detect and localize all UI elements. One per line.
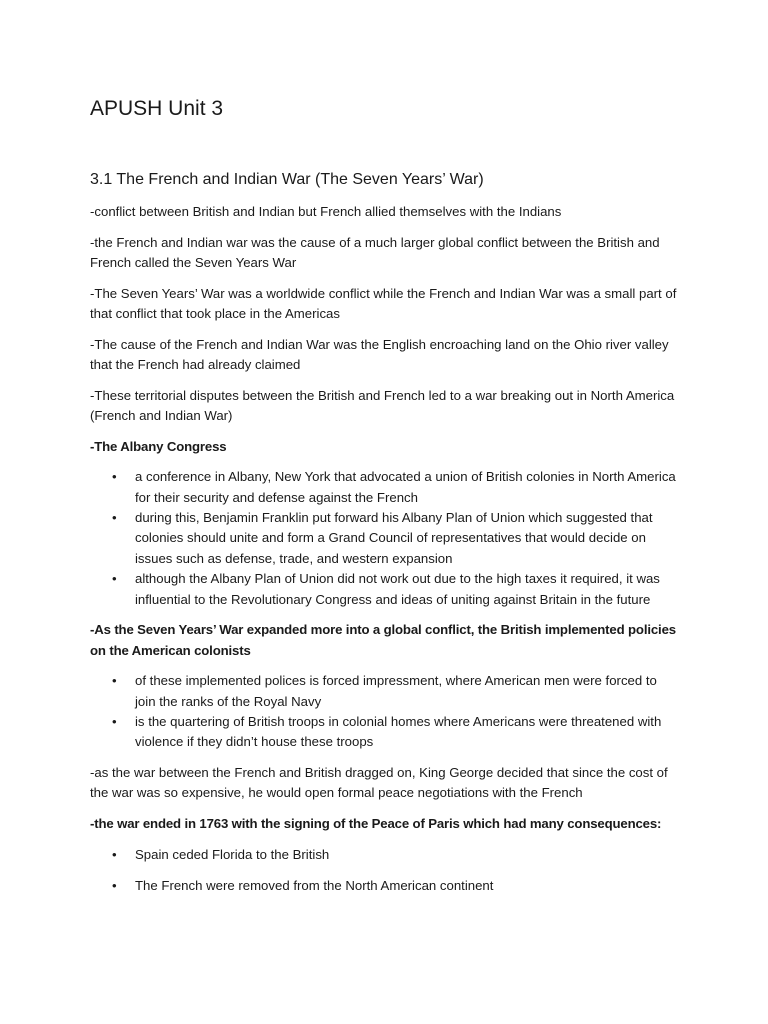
bullet-icon: • (112, 571, 117, 587)
bullet-icon: • (112, 877, 117, 893)
list-item-text: Spain ceded Florida to the British (135, 846, 330, 862)
document-title: APUSH Unit 3 (90, 97, 224, 120)
list-item-text: is the quartering of British troops in colonial homes where Americans were threatened with violence if they didn’t house these troops (135, 714, 662, 750)
list-item (90, 671, 680, 712)
paragraph: -conflict between British and Indian but French allied themselves with the Indians (90, 204, 562, 219)
list-item-text: during this, Benjamin Franklin put forward his Albany Plan of Union which suggested that colonies should unite and form a Grand Council of representatives that would decide on issues such as defense, trade, and western expansion (135, 510, 653, 566)
policies-heading: -As the Seven Years’ War expanded more into a global conflict, the British implemented policies on the American colonists (90, 622, 676, 658)
policies-bullet-list (90, 671, 680, 753)
list-item (90, 467, 680, 508)
albany-bullet-list (90, 467, 680, 610)
list-item (90, 508, 680, 569)
bullet-icon: • (112, 673, 117, 689)
list-item (90, 845, 680, 865)
albany-congress-heading: -The Albany Congress (90, 438, 227, 454)
bullet-icon: • (112, 469, 117, 485)
peace-of-paris-heading: -the war ended in 1763 with the signing of the Peace of Paris which had many consequences: (90, 816, 662, 832)
list-item-text: a conference in Albany, New York that advocated a union of British colonies in North America for their security and defense against the French (135, 469, 676, 505)
bullet-icon: • (112, 714, 117, 730)
list-item-text: although the Albany Plan of Union did not work out due to the high taxes it required, it was influential to the Revolutionary Congress and ideas of uniting against Britain in the future (135, 571, 660, 607)
bullet-icon: • (112, 846, 117, 862)
paragraph: -the French and Indian war was the cause of a much larger global conflict between the British and French called the Seven Years War (90, 234, 660, 270)
paragraph: -The cause of the French and Indian War was the English encroaching land on the Ohio river valley that the French had already claimed (90, 336, 669, 372)
list-item (90, 569, 680, 610)
section-heading: 3.1 The French and Indian War (The Seven Years’ War) (90, 171, 484, 188)
paragraph: -as the war between the French and British dragged on, King George decided that since the cost of the war was so expensive, he would open formal peace negotiations with the French (90, 765, 668, 801)
list-item-text: The French were removed from the North American continent (135, 877, 494, 893)
paragraph: -These territorial disputes between the British and French led to a war breaking out in North America (French and Indian War) (90, 387, 675, 423)
document-body (90, 202, 680, 907)
peace-bullet-list (90, 845, 680, 897)
paragraph: -The Seven Years’ War was a worldwide conflict while the French and Indian War was a small part of that conflict that took place in the Americas (90, 285, 677, 321)
bullet-icon: • (112, 510, 117, 525)
list-item (90, 712, 680, 753)
list-item-text: of these implemented polices is forced impressment, where American men were forced to join the ranks of the Royal Navy (135, 673, 657, 709)
list-item (90, 876, 680, 896)
